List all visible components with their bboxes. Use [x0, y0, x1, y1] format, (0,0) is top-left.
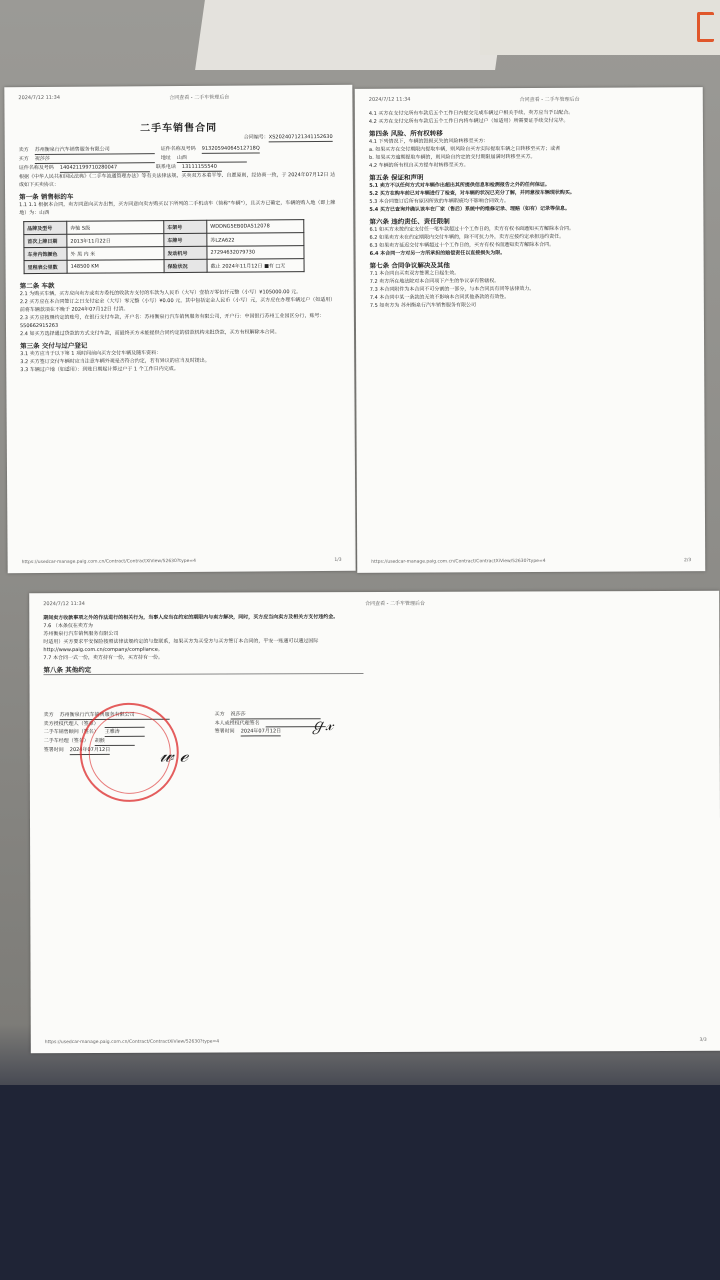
clause-text: a. 如果买方在交付期限内提取车辆，则风险自买方实际提取车辆之日转移至买方；或者 — [369, 145, 561, 153]
page-header — [29, 591, 719, 608]
clause-text: 5.1 卖方不以任何方式对车辆作出超出其所提供信息和检测报告之外的任何保证。 — [369, 181, 550, 189]
footer-page-number: 2/3 — [683, 558, 692, 564]
page-footer — [371, 558, 691, 565]
vehicle-field-label: 里程表公里数 — [24, 260, 67, 273]
clause-text: 4.2 车辆的所有权自买方提车时转移至买方。 — [369, 162, 469, 169]
vehicle-field-label: 车牌号 — [164, 233, 207, 246]
clause-text: 5.4 买方已查询并确认该车在厂家（售后）系统中的维修记录、理赔（如有）记录等信息。 — [369, 205, 570, 213]
clause-text: 7.2 卖方所在地法院对本合同项下产生的争议享有管辖权。 — [369, 278, 500, 285]
clause-text: 6.3 如果卖方延迟交付车辆超过十个工作日的，买方有权书面通知卖方解除本合同。 — [369, 241, 555, 249]
dealer-name: 王雅涛 — [105, 728, 145, 737]
clause-text: 7.5 如卖方为 苏州衡泉行汽车销售服务有限公司 — [369, 302, 477, 309]
staff-handwritten-signature: 𝓌 ℯ — [159, 742, 188, 767]
header-date: 2024/7/12 11:34 — [18, 94, 61, 102]
vehicle-field-value: 外 黑 内 米 — [67, 247, 164, 261]
contract-page-3 — [29, 591, 720, 1053]
vehicle-field-value: WDDNG5EB0DA512078 — [207, 220, 304, 234]
footer-page-number: 3/3 — [699, 1037, 707, 1043]
buyer-id-number: 140421199710280047 — [60, 163, 150, 173]
page-footer — [22, 558, 342, 565]
vehicle-field-value: 2013年11月22日 — [67, 234, 164, 248]
buyer-phone: 13111155540 — [182, 163, 222, 172]
footer-url: https://usedcar-manage.paig.com.cn/Contract/ContractXiView/52630?type=4 — [21, 558, 197, 566]
header-title: 合同查看 - 二手车管理后台 — [169, 94, 230, 102]
vehicle-field-value: 27294632079730 — [207, 246, 304, 260]
contract-intro: 根据《中华人民共和国民法典》《二手车流通管理办法》等有关法律法规，买卖双方本着平等、自愿原则，经协商一致，于 2024年07月12日 达成如下买卖协议： — [18, 171, 336, 189]
clause-text: 5.2 买方在购车前已对车辆进行了检查，对车辆的状况已充分了解，并同意按车辆现状购买。 — [369, 189, 575, 197]
clause-text: 7.3 本合同附件为本合同不可分割的一部分，与本合同具有同等法律效力。 — [369, 285, 535, 293]
buyer-address: 山西 — [177, 154, 247, 163]
buyer-id-row: 证件名称及号码 140421199710280047 联系电话 13111155540 — [19, 162, 339, 173]
seller-name: 苏州衡泉行汽车销售服务有限公司 — [35, 145, 155, 155]
clause-text: 期间卖方收款事项之外的作法进行的相关行为，当事人应当在约定的期限内与卖方解决，同时，买方应当向卖方及相关方支付违约金。 — [43, 614, 339, 622]
vehicle-field-value: 苏LZA622 — [207, 233, 304, 247]
clause-text: b. 如果买方逾期提取车辆的，则风险自约定的交付期限届满时转移至买方。 — [369, 153, 536, 161]
clause-text: 4.1 下列情况下，车辆的毁损灭失的风险转移至买方： — [368, 138, 489, 145]
clause-text: 7.4 本合同中某一条款的无效不影响本合同其他条款的有效性。 — [369, 294, 510, 301]
vehicle-info-table — [23, 219, 304, 274]
vehicle-field-value: 148500 KM — [67, 260, 164, 274]
buyer-handwritten-signature: ℊ𝓍 — [309, 715, 334, 735]
vehicle-field-label: 保险状况 — [164, 259, 207, 272]
vehicle-table-row — [24, 259, 304, 274]
section-2-4: 2.4 如买方选择通过贷款的方式支付车款，而最终买方未能提供合同约定的借款机构未批贷款，买方有权解除本合同。 — [20, 329, 280, 338]
contract-number-row: 合同编号：XS202407121341152630 — [243, 133, 333, 141]
footer-page-number: 1/3 — [334, 557, 342, 563]
section-3-3: 3.3 车辆过户地（如适用）：到账日期起计算过户于 1 个工作日内完成。 — [20, 366, 179, 374]
header-date: 2024/7/12 11:34 — [43, 601, 85, 608]
header-title: 合同查看 - 二手车管理后台 — [365, 600, 426, 608]
section-6-heading: 第六条 违约责任、责任限制 — [369, 217, 450, 226]
vehicle-field-value: 截止 2024年11月12日 ■有 □无 — [207, 259, 304, 273]
vehicle-field-label: 发动机号 — [164, 246, 207, 259]
section-7-heading: 第七条 合同争议解决及其他 — [369, 261, 450, 270]
seller-signature-block: 卖方 苏州衡泉行汽车销售服务有限公司 卖方授权代理人（签章） 二手车销售顾问（签名） 王雅涛 二手车经理（签名） 胡猴 签署时间 2024年07月12日 — [44, 710, 244, 755]
buyer-row: 买方 祝莎莎 地址 山西 — [19, 153, 339, 164]
clause-text: 7.6 （本条仅在卖方为 — [43, 622, 93, 630]
vehicle-field-label: 车身内饰颜色 — [24, 247, 67, 260]
dark-clothing-area — [0, 1085, 720, 1280]
seller-cert-number: 91320594064512718Q — [201, 145, 260, 152]
section-2-3: 2.3 买方应按照约定的账号，在银行支付车款，开户名：苏州衡泉行汽车销售服务有限公司，开户行：中国银行苏州工业园区分行，账号：550662915263 — [19, 312, 325, 330]
clause-text: 时适用）买方要求平安保险按照法律法规约定的与您联系，如果买方为买受方与买方签订本合同的，平安一账通可以通过国际http://www.paig.com.cn/company/compliance。 — [43, 638, 319, 654]
vehicle-field-label: 首次上牌日期 — [24, 234, 67, 247]
clause-text: 苏州衡泉行汽车销售服务有限公司 — [43, 630, 119, 638]
page-footer — [45, 1038, 707, 1045]
box-logo-mark — [697, 12, 714, 42]
seller-row: 卖方 苏州衡泉行汽车销售服务有限公司 证件名称及号码 91320594064512718Q — [18, 145, 260, 154]
section-2-1: 2.1 为购买车辆，买方应向卖方或卖方委托的收款方支付的车款为人民币（大写）壹拾万零伍仟元整（小写）¥105000.00 元。 — [19, 289, 302, 298]
section-3-2: 3.2 买方签订交付车辆时应当注意车辆外观是否符合约定，若有异议的应当及时提出。 — [20, 357, 210, 366]
vehicle-field-label: 车架号 — [164, 220, 207, 233]
clause-text: 6.2 如果卖方未在约定期限内交付车辆的，除不可抗力外，卖方应按约定承担违约责任。 — [369, 233, 565, 241]
background-box — [480, 0, 720, 55]
page-header — [4, 85, 352, 102]
manager-name: 胡猴 — [95, 737, 135, 746]
section-3-1: 3.1 卖方应当于以下第 1 项时间前向买方交付车辆及随车资料： — [20, 350, 162, 358]
seller-sign-date: 2024年07月12日 — [69, 746, 111, 754]
contract-number: XS202407121341152630 — [268, 133, 333, 141]
footer-url: https://usedcar-manage.paig.com.cn/Contract/ContractXiView/52630?type=4 — [371, 558, 546, 565]
clause-text: 6.1 如买方未按约定支付任一笔车款超过十个工作日的，卖方有权书面通知买方解除本合同。 — [369, 225, 575, 233]
clause-text: 5.3 本合同签订后所有原因所致的车辆瑕疵均不影响合同效力。 — [369, 198, 509, 205]
clause-text: 7.7 本合同一式一份，卖方持有一份，买方持有一份。 — [43, 654, 163, 662]
buyer-name: 祝莎莎 — [231, 710, 321, 719]
vehicle-field-value: 奔驰 S级 — [67, 221, 164, 235]
section-2-heading: 第二条 车款 — [19, 281, 55, 291]
section-4-heading: 第四条 风险、所有权转移 — [368, 129, 443, 138]
buyer-signature-block: 买方 祝莎莎 本人或授权代理签名 签署时间 2024年07月12日 — [215, 710, 415, 737]
section-1-heading: 第一条 销售标的车 — [19, 192, 74, 202]
seller-name: 苏州衡泉行汽车销售服务有限公司 — [60, 711, 170, 720]
section-2-2: 2.2 买方应在本合同签订之日支付定金（大写）零元整（小写）¥0.00 元，其中包括定金人民币（小写）元，买方应在办理车辆过户（如适用）前将车辆款项在不晚于 2024年07月12日 付清。 — [19, 296, 336, 314]
buyer-name: 祝莎莎 — [35, 154, 155, 164]
contract-page-1 — [4, 85, 355, 573]
contract-title: 二手车销售合同 — [140, 122, 218, 135]
clause-text: 4.1 买方在支付完所有车款后五个工作日内提交完成车辆过户相关手续，卖方应当予以配合。 — [368, 109, 574, 117]
section-3-heading: 第三条 交付与过户登记 — [20, 341, 88, 351]
footer-url: https://usedcar-manage.paig.com.cn/Contract/ContractXiView/52630?type=4 — [44, 1039, 220, 1046]
vehicle-field-label: 品牌及型号 — [24, 221, 67, 234]
contract-page-2 — [355, 87, 706, 573]
background-paper — [195, 0, 505, 70]
clause-text: 6.4 本合同一方对另一方所承担的赔偿责任以直接损失为限。 — [369, 250, 506, 257]
clause-text: 4.2 买方在支付完所有车款后五个工作日内将车辆过户（如适用）所需要证手续交付完毕。 — [368, 117, 569, 125]
header-date: 2024/7/12 11:34 — [368, 96, 411, 103]
section-8-heading: 第八条 其他约定 — [43, 665, 363, 675]
header-title: 合同查看 - 二手车管理后台 — [519, 96, 580, 104]
clause-text: 7.1 本合同自买卖双方签署之日起生效。 — [369, 270, 460, 277]
buyer-sign-date: 2024年07月12日 — [240, 728, 282, 735]
section-5-heading: 第五条 保证和声明 — [369, 173, 424, 182]
section-1-text: 1.1 1.1 根据本合同，卖方同意向买方出售，买方同意向卖方购买以下所列的二手机动车（简称"车辆"），且买方已确定，车辆的购入地（即上牌地）为：山西 — [19, 199, 336, 217]
